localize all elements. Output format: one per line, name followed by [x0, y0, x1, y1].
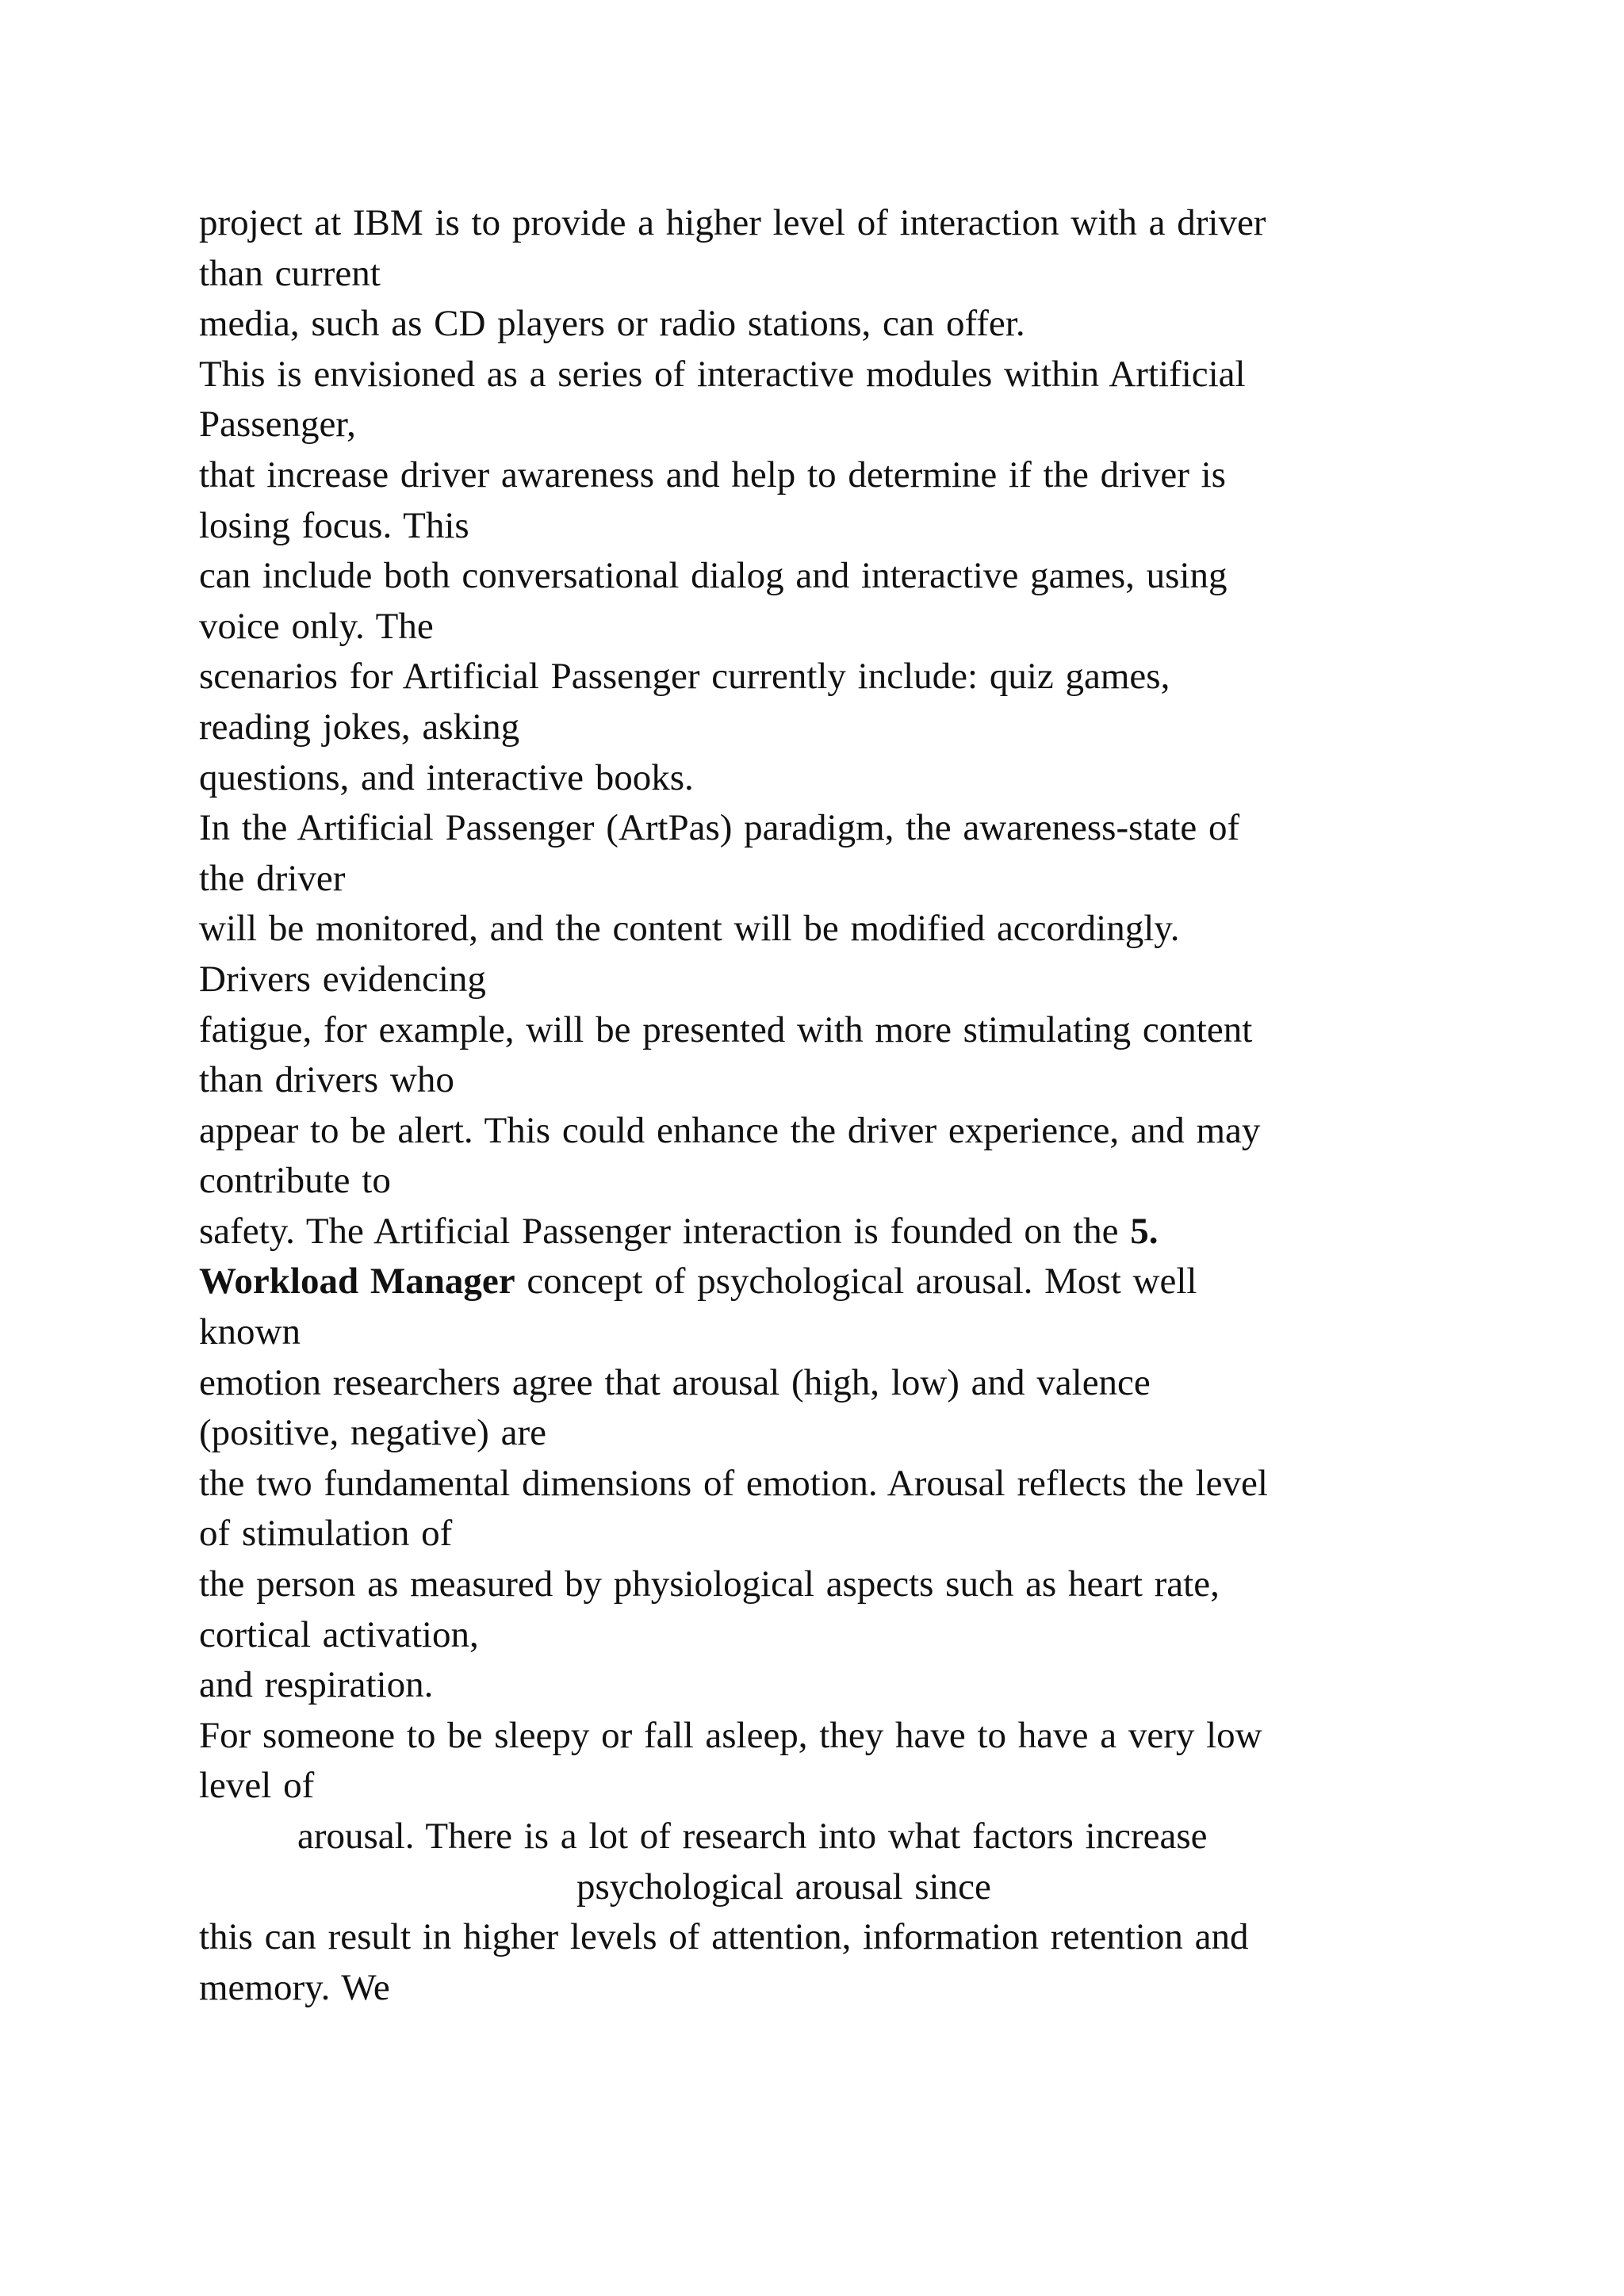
- text-line-indented: arousal. There is a lot of research into what factors increase: [297, 1816, 1208, 1857]
- text-line: Drivers evidencing: [199, 958, 486, 1000]
- text-line: losing focus. This: [199, 504, 469, 546]
- text-line: will be monitored, and the content will be modified accordingly.: [199, 908, 1180, 950]
- text-line: questions, and interactive books.: [199, 756, 694, 798]
- text-line-workload: [199, 1257, 1436, 1307]
- text-line: This is envisioned as a series of interactive modules within Artificial: [199, 353, 1246, 395]
- text-line: For someone to be sleepy or fall asleep, they have to have a very low: [199, 1714, 1262, 1756]
- text-line: of stimulation of: [199, 1513, 453, 1555]
- text-line-safety: [199, 1207, 1436, 1257]
- text-line: the two fundamental dimensions of emotion. Arousal reflects the level: [199, 1462, 1268, 1504]
- text-line: level of: [199, 1765, 315, 1807]
- safety-text: safety. The Artificial Passenger interaction is founded on the: [199, 1210, 1131, 1252]
- text-line: In the Artificial Passenger (ArtPas) paradigm, the awareness-state of: [199, 807, 1240, 849]
- text-line: scenarios for Artificial Passenger currently include: quiz games,: [199, 656, 1170, 698]
- text-line: cortical activation,: [199, 1613, 479, 1655]
- body-text: [199, 198, 1436, 2013]
- text-line: voice only. The: [199, 605, 434, 647]
- text-line: and respiration.: [199, 1664, 434, 1706]
- text-line: fatigue, for example, will be presented with more stimulating content: [199, 1008, 1253, 1050]
- text-line: known: [199, 1311, 301, 1353]
- text-line: project at IBM is to provide a higher level of interaction with a driver: [199, 202, 1266, 243]
- section-heading: Workload Manager: [199, 1261, 515, 1303]
- text-line: reading jokes, asking: [199, 706, 520, 748]
- text-line: media, such as CD players or radio stations, can offer.: [199, 303, 1025, 345]
- text-line: memory. We: [199, 1966, 390, 2008]
- text-line: the person as measured by physiological aspects such as heart rate,: [199, 1563, 1220, 1605]
- text-line: (positive, negative) are: [199, 1412, 546, 1454]
- text-line: the driver: [199, 857, 346, 899]
- text-line: emotion researchers agree that arousal (high, low) and valence: [199, 1361, 1151, 1403]
- text-line: that increase driver awareness and help to determine if the driver is: [199, 453, 1226, 496]
- text-line: can include both conversational dialog and interactive games, using: [199, 555, 1228, 597]
- text-line-indented: psychological arousal since: [576, 1866, 991, 1908]
- text-line: this can result in higher levels of attention, information retention and: [199, 1916, 1249, 1958]
- text-line: Passenger,: [199, 404, 356, 446]
- text-line: contribute to: [199, 1160, 391, 1202]
- text-line: appear to be alert. This could enhance the driver experience, and may: [199, 1109, 1261, 1151]
- section-number: 5.: [1130, 1210, 1159, 1252]
- text-line: than current: [199, 252, 381, 294]
- text-line: than drivers who: [199, 1059, 454, 1101]
- workload-text: concept of psychological arousal. Most well: [515, 1261, 1197, 1303]
